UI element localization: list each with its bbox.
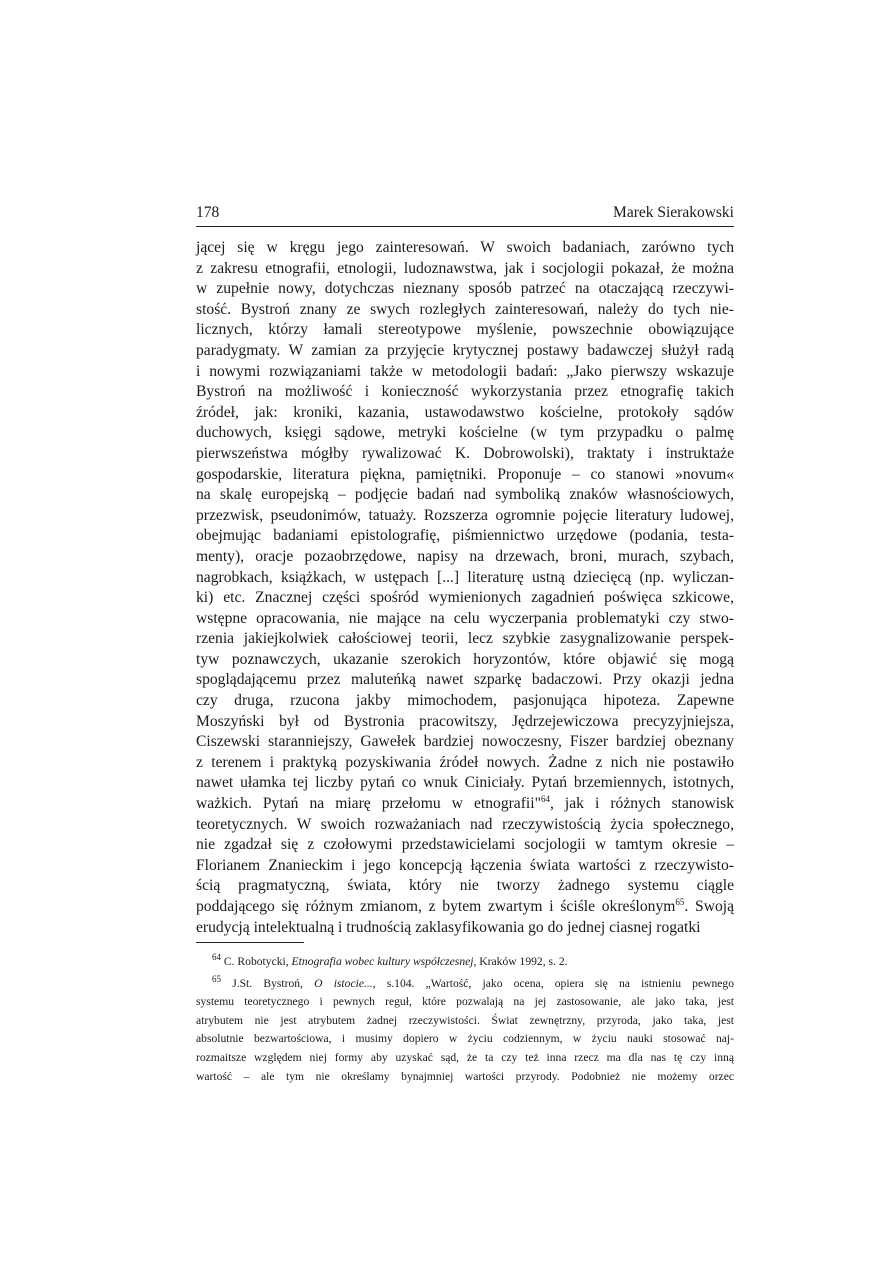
text-line: paradygmaty. W zamian za przyjęcie krytycznej postawy badawczej służył radą [196, 341, 734, 359]
text-line: spoglądającemu przez maluteńką nawet szparkę badaczowi. Przy okazji jedna [196, 671, 734, 689]
footnote-number: 64 [212, 952, 221, 963]
footnote-separator [196, 942, 304, 943]
text-fragment: ważkich. Pytań na miarę przełomu w etnografii" [196, 795, 541, 813]
text-line: pierwszeństwa mógłby rywalizować K. Dobrowolski), traktaty i instruktaże [196, 444, 734, 462]
text-line: przezwisk, pseudonimów, tatuaży. Rozszerza ogromnie pojęcie literatury ludowej, [196, 506, 734, 524]
text-line: ki) etc. Znacznej części spośród wymienionych zagadnień poświęca szkicowe, [196, 589, 734, 607]
footnote-65 [196, 975, 734, 1087]
text-line: z zakresu etnografii, etnologii, ludoznawstwa, jak i socjologii pokazał, że można [196, 259, 734, 277]
text-line [196, 897, 734, 918]
text-line [196, 794, 734, 815]
text-line: na skalę europejską – podjęcie badań nad symboliką znaków własnościowych, [196, 486, 734, 504]
text-line: jącej się w kręgu jego zainteresowań. W swoich badaniach, zarówno tych [196, 239, 734, 256]
text-line: ścią pragmatyczną, świata, który nie tworzy żadnego systemu ciągle [196, 877, 734, 895]
footnote-title: O istocie... [314, 976, 373, 990]
text-line: nie zgadzał się z czołowymi przedstawicielami socjologii w tamtym okresie – [196, 836, 734, 854]
text-line: stość. Bystroń znany ze swych rozległych zainteresowań, należy do tych nie- [196, 300, 734, 318]
text-line: i nowymi rozwiązaniami także w metodologii badań: „Jako pierwszy wskazuje [196, 362, 734, 380]
running-head-author: Marek Sierakowski [613, 204, 734, 221]
footnote-line: wartość – ale tym nie określamy bynajmniej wartości przyrody. Podobnież nie możemy orzec [196, 1069, 734, 1083]
text-fragment: , jak i różnych stanowisk [549, 795, 734, 813]
footnote-ref-65[interactable]: 65 [675, 896, 685, 907]
footnote-number: 65 [212, 973, 221, 984]
text-line: tyw poznawczych, ukazanie szerokich horyzontów, które objawić się mogą [196, 650, 734, 668]
text-line: Moszyński był od Bystronia pracowitszy, Jędrzejewiczowa precyzyjniejsza, [196, 712, 734, 730]
text-line: erudycją intelektualną i trudnością zaklasyfikowania go do jednej ciasnej rogatki [196, 918, 701, 936]
text-line: menty), oracje pozaobrzędowe, napisy na drzewach, broni, murach, szybach, [196, 547, 734, 565]
text-fragment: poddającego się różnym zmianom, z bytem zwartym i ściśle określonym [196, 898, 676, 915]
footnote-line [196, 953, 734, 972]
footnote-ref-64[interactable]: 64 [540, 793, 550, 804]
footnote-line: absolutnie bezwartościowa, i musimy dopiero w życiu codziennym, w życiu nauki stosować naj- [196, 1032, 734, 1046]
footnote-line: atrybutem nie jest atrybutem żadnej rzeczywistości. Świat zewnętrzny, przyroda, jako taka, jest [196, 1013, 734, 1027]
text-line: nagrobkach, książkach, w ustępach [...] literaturę ustną dziecięcą (np. wyliczan- [196, 568, 734, 586]
footnote-text: , s.104. „Wartość, jako ocena, opiera się na istnieniu pewnego [372, 976, 735, 990]
text-line: Ciszewski staranniejszy, Gawełek bardziej nowoczesny, Fiszer bardziej obeznany [196, 733, 734, 751]
text-line: nawet ułamka tej liczby pytań co wnuk Ciniciały. Pytań brzemiennych, istotnych, [196, 774, 734, 792]
text-line: licznych, którzy łamali stereotypowe myślenie, powszechnie obowiązujące [196, 321, 734, 339]
footnote-line: systemu teoretycznego i pewnych reguł, które pozwalają na jej zastosowanie, ale jako taka, jest [196, 995, 734, 1009]
footnote-64 [196, 953, 734, 972]
text-line: w zupełnie nowy, dotychczas nieznany sposób patrzeć na otaczającą rzeczywi- [196, 280, 734, 298]
footnotes [196, 953, 734, 1089]
text-line: Florianem Znanieckim i jego koncepcją łączenia świata wartości z rzeczywisto- [196, 856, 734, 874]
footnote-line [196, 975, 734, 994]
text-line: źródeł, jak: kroniki, kazania, ustawodawstwo kościelne, protokoły sądów [196, 403, 734, 421]
page-header [196, 204, 734, 227]
text-line: teoretycznych. W swoich rozważaniach nad rzeczywistością życia społecznego, [196, 815, 734, 833]
text-fragment: . Swoją [684, 898, 735, 915]
footnote-author: J.St. Bystroń, [232, 976, 303, 990]
page-number: 178 [196, 204, 220, 221]
footnote-title: Etnografia wobec kultury współczesnej [291, 955, 474, 968]
text-line: Bystroń na możliwość i konieczność wykorzystania przez etnografię takich [196, 383, 734, 401]
text-line: wstępne opracowania, nie mające na celu wyczerpania problematyki czy stwo- [196, 609, 734, 627]
text-line: obejmując badaniami epistolografię, piśmiennictwo urzędowe (podania, testa- [196, 527, 734, 545]
footnote-author: C. Robotycki, [223, 955, 289, 968]
text-line: czy druga, rzucona jakby mimochodem, pasjonująca hipoteza. Zapewne [196, 692, 734, 710]
footnote-text: , Kraków 1992, s. 2. [473, 955, 568, 968]
text-line: z terenem i praktyką pozyskiwania źródeł nowych. Żadne z nich nie postawiło [196, 753, 734, 771]
text-line: gospodarskie, literatura piękna, pamiętniki. Proponuje – co stanowi »novum« [196, 465, 734, 483]
text-line: rzenia jakiejkolwiek całościowej teorii, lecz szybkie zasygnalizowanie perspek- [196, 630, 734, 648]
main-text [196, 238, 734, 938]
text-line: duchowych, księgi sądowe, metryki kościelne (w tym przypadku o palmę [196, 424, 734, 442]
footnote-line: rozmaitsze względem niej formy aby uzyskać sąd, że ta czy też inna rzecz ma dla nas tę czy inną [196, 1050, 734, 1064]
